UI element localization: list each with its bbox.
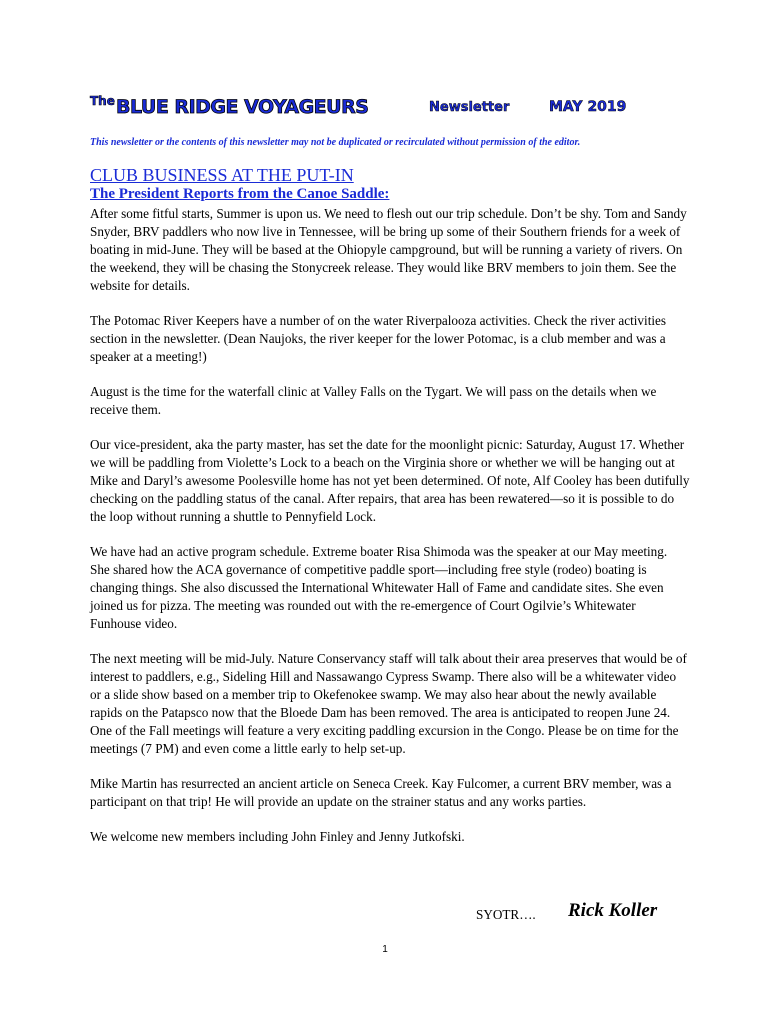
paragraph: Mike Martin has resurrected an ancient article on Seneca Creek. Kay Fulcomer, a current BRV member, was a participant on that trip! He will provide an update on the strainer status and any works parties. (90, 776, 672, 809)
page-number: 1 (382, 944, 388, 955)
masthead-the: The (90, 94, 115, 108)
paragraph: August is the time for the waterfall clinic at Valley Falls on the Tygart. We will pass on the details when we receive them. (90, 384, 657, 417)
paragraph: Our vice-president, aka the party master, has set the date for the moonlight picnic: Saturday, August 17. Whether we will be paddling from Violette’s Lock to a beach on the Virginia shore or whether we will be hanging out at Mike and Daryl’s awesome Poolesville home has not yet been determined. Of note, Alf Cooley has been dutifully checking on the paddling status of the canal. After repairs, that area has been rewatered—so it is possible to do the loop without running a shuttle to Pennyfield Lock. (90, 437, 690, 524)
masthead-date: MAY 2019 (549, 99, 627, 115)
masthead-newsletter-label: Newsletter (429, 100, 510, 115)
paragraph: The Potomac River Keepers have a number of on the water Riverpalooza activities. Check the river activities section in the newsletter. (Dean Naujoks, the river keeper for the lower Potomac, is a club member and was a speaker at a meeting!) (90, 313, 667, 364)
paragraph: We welcome new members including John Finley and Jenny Jutkofski. (90, 829, 465, 844)
author-signature: Rick Koller (568, 900, 658, 921)
section-title: CLUB BUSINESS AT THE PUT-IN (90, 165, 354, 185)
closing-text: SYOTR…. (476, 907, 536, 922)
paragraph: The next meeting will be mid-July. Nature Conservancy staff will talk about their area preserves that would be of interest to paddlers, e.g., Sideling Hill and Nassawango Cypress Swamp. There also will be a whitewater video or a slide show based on a member trip to Okefenokee swamp. We may also hear about the newly available rapids on the Patapsco now that the Bloede Dam has been removed. The area is anticipated to reopen June 24. One of the Fall meetings will feature a very exciting paddling excursion in the Congo. Please be on time for the meetings (7 PM) and even come a little early to help set-up. (90, 651, 687, 756)
masthead (90, 94, 690, 124)
article-body (90, 205, 690, 863)
paragraph: After some fitful starts, Summer is upon us. We need to flesh out our trip schedule. Don’t be shy. Tom and Sandy Snyder, BRV paddlers who now live in Tennessee, will be bring up some of their Southern friends for a week of boating in mid-June. They will be based at the Ohiopyle campground, but will be running a variety of rivers. On the weekend, they will be chasing the Stonycreek release. They would like BRV members to join them. See the website for details. (90, 206, 687, 293)
copyright-disclaimer: This newsletter or the contents of this newsletter may not be duplicated or recirculated without permission of the editor. (90, 137, 581, 148)
paragraph: We have had an active program schedule. Extreme boater Risa Shimoda was the speaker at our May meeting. She shared how the ACA governance of competitive paddle sport—including free style (rodeo) boating is changing things. She also discussed the International Whitewater Hall of Fame and candidate sites. She even joined us for pizza. The meeting was rounded out with the re-emergence of Court Ogilvie’s Whitewater Funhouse video. (90, 544, 668, 631)
masthead-title: BLUE RIDGE VOYAGEURS (116, 96, 369, 118)
subsection-title: The President Reports from the Canoe Saddle: (90, 186, 390, 202)
